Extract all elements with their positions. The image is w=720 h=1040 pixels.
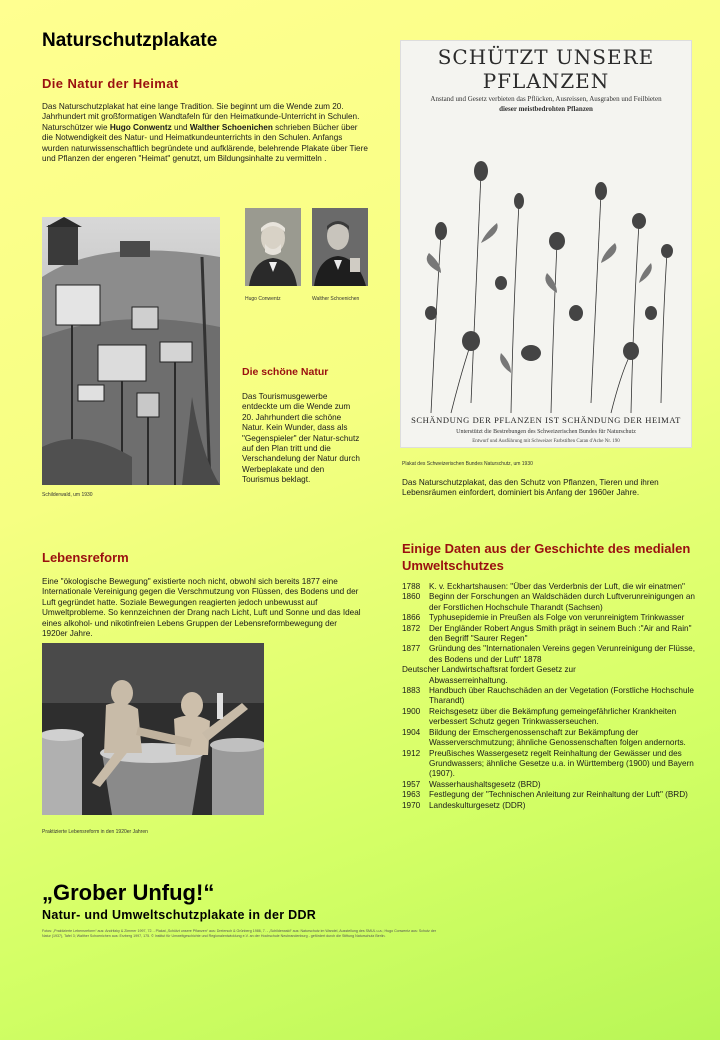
timeline-year: 1877 xyxy=(402,644,421,654)
lebens-heading: Lebensreform xyxy=(42,550,129,565)
timeline-text: Gründung des "Internationalen Vereins gegen Verunreinigung der Flüsse, des Bodens und der Luft" 1878 xyxy=(429,644,695,664)
timeline-item xyxy=(402,728,702,749)
timeline-text: Wasserhaushaltsgesetz (BRD) xyxy=(429,779,541,789)
bath-photo xyxy=(42,643,264,815)
timeline-text: Landeskulturgesetz (DDR) xyxy=(429,800,526,810)
timeline-year: 1883 xyxy=(402,686,421,696)
heimat-paragraph-1: Das Naturschutzplakat hat eine lange Tradition. Sie beginnt um die Wende zum 20. Jahrhundert mit großformatigen Wandtafeln für den Heimatkunde-Unterricht in Schulen. xyxy=(42,102,360,122)
timeline-year: 1872 xyxy=(402,623,421,633)
name-schoenichen: Walther Schoenichen xyxy=(189,122,273,132)
poster-subline-1: Anstand und Gesetz verbieten das Pflücken, Ausreissen, Ausgraben und Feilbieten xyxy=(430,95,662,103)
timeline-item xyxy=(402,790,702,800)
plant-poster xyxy=(400,40,692,448)
poster-headline: SCHÜTZT UNSERE PFLANZEN xyxy=(437,45,655,93)
bath-caption: Praktizierte Lebensreform in den 1920er Jahren xyxy=(42,829,148,835)
timeline-text: Beginn der Forschungen an Waldschäden durch Luftverunreinigungen an der Forstlichen Hochschule Tharandt (Sachsen) xyxy=(429,592,695,612)
timeline-item xyxy=(402,582,702,592)
timeline-text: Festlegung der "Technischen Anleitung zur Reinhaltung der Luft" (BRD) xyxy=(429,790,688,800)
signs-caption: Schilderwald, um 1930 xyxy=(42,492,93,498)
poster-flower-illustration xyxy=(401,113,691,433)
timeline-text: Der Engländer Robert Angus Smith prägt in seinem Buch :"Air and Rain" den Begriff "Saurer Regen" xyxy=(429,623,692,644)
timeline-item xyxy=(402,613,702,623)
schoen-heading: Die schöne Natur xyxy=(242,366,329,378)
lebens-paragraph: Eine "ökologische Bewegung" existierte noch nicht, obwohl sich bereits 1877 eine Internationale Vereinigung gegen die Verschmutzung von Flüssen, des Bodens und der Luft gegründet hatte. Soziale Bewegungen reagierten jedoch unbewusst auf Umweltprobleme. So kennzeichnen der Drang nach Licht, Luft und Sonne und das Ideal eines alkohol- und nikotinfreien Lebens Gruppen der Lebensreformbewegung der 1920er Jahre. xyxy=(42,577,361,639)
exhibition-subtitle: Natur- und Umweltschutzplakate in der DDR xyxy=(42,908,317,922)
timeline-item xyxy=(402,780,702,790)
portrait-schoenichen xyxy=(312,208,368,286)
name-conwentz: Hugo Conwentz xyxy=(109,122,172,132)
timeline-text: Deutscher Landwirtschaftsrat fordert Gesetz zur xyxy=(402,665,576,675)
heimat-heading: Die Natur der Heimat xyxy=(42,76,179,91)
schoen-paragraph: Das Tourismusgewerbe entdeckte um die Wende zum 20. Jahrhundert die schöne Natur. Kein Wunder, dass als "Gegenspieler" der Natur-schutz auf den Plan tritt und die Verschandelung der Natur durch Werbeplakate und den Tourismus beklagt. xyxy=(242,392,360,485)
conwentz-caption: Hugo Conwentz xyxy=(245,296,281,302)
timeline-item xyxy=(402,707,702,728)
signs-photo xyxy=(42,217,220,485)
poster-footline-1: SCHÄNDUNG DER PFLANZEN IST SCHÄNDUNG DER HEIMAT xyxy=(411,415,681,425)
timeline-text: K. v. Eckhartshausen: "Über das Verderbnis der Luft, die wir einatmen" xyxy=(429,582,685,591)
heimat-paragraph xyxy=(42,102,370,164)
timeline-item xyxy=(402,749,702,780)
timeline-item xyxy=(402,801,702,811)
timeline-year: 1970 xyxy=(402,800,421,810)
timeline-year: 1860 xyxy=(402,592,421,602)
timeline-text: Handbuch über Rauchschäden an der Vegetation (Forstliche Hochschule Tharandt) xyxy=(429,686,694,706)
page-title: Naturschutzplakate xyxy=(42,30,218,51)
timeline-year: 1904 xyxy=(402,727,421,737)
timeline-text-continued: Abwasserreinhaltung. xyxy=(429,675,508,685)
timeline-item xyxy=(402,592,702,613)
heimat-p2-post: schrieben Bücher über die Notwendigkeit des Natur- und Heimatkundeunterrichts in den Schulen. Anfangs wurden naturwissenschaftlich begründete und aufklärende, belehrende Plakate über Tiere und Pflanzen der engeren "Heimat" genutzt, um Bildungsinhalte zu vermitteln . xyxy=(42,122,368,164)
schoenichen-caption: Walther Schoenichen xyxy=(312,296,360,302)
timeline-item xyxy=(402,686,702,707)
timeline-year: 1900 xyxy=(402,706,421,716)
heimat-paragraph-2 xyxy=(42,123,370,165)
timeline-item xyxy=(402,665,702,686)
poster-caption: Plakat des Schweizerischen Bundes Naturschutz, um 1930 xyxy=(402,461,533,467)
poster-paragraph: Das Naturschutzplakat, das den Schutz von Pflanzen, Tieren und ihren Lebensräumen einfordert, dominiert bis Anfang der 1960er Jahre. xyxy=(402,478,659,498)
timeline-year: 1963 xyxy=(402,790,421,800)
timeline-year: 1957 xyxy=(402,779,421,789)
exhibition-title: „Grober Unfug!“ xyxy=(42,880,215,905)
timeline-year: 1912 xyxy=(402,748,421,758)
timeline-text: Reichsgesetz über die Bekämpfung gemeingefährlicher Krankheiten verbessert Schutz gegen Trinkwasserseuchen. xyxy=(429,706,677,727)
timeline-item xyxy=(402,644,702,665)
poster-subline-2: dieser meistbedrohten Pflanzen xyxy=(499,105,593,113)
timeline-item xyxy=(402,624,702,645)
heimat-p2-mid: und xyxy=(171,122,190,132)
timeline-list xyxy=(402,582,702,811)
timeline-year: 1866 xyxy=(402,613,421,623)
timeline-year: 1788 xyxy=(402,582,421,591)
daten-heading: Einige Daten aus der Geschichte des medialen Umweltschutzes xyxy=(402,541,691,573)
timeline-text: Preußisches Wassergesetz regelt Reinhaltung der Gewässer und des Grundwassers; ähnliche Gesetze u.a. in Württemberg (1900) und Bayern (1907). xyxy=(429,748,694,779)
heimat-p2-pre: Naturschützer wie xyxy=(42,122,110,132)
timeline-text: Typhusepidemie in Preußen als Folge von verunreinigtem Trinkwasser xyxy=(429,613,685,623)
poster-footline-2: Unterstützt die Bestrebungen des Schweizerischen Bundes für Naturschutz xyxy=(456,429,636,435)
portrait-conwentz xyxy=(245,208,301,286)
timeline-text: Bildung der Emschergenossenschaft zur Bekämpfung der Wasserverschmutzung; ähnliche Genossenschaften folgen andernorts. xyxy=(429,727,686,748)
poster-footline-3: Entwurf und Ausführung mit Schweizer Farbstiften Caran d'Ache Nr. 190 xyxy=(472,439,620,444)
photo-credits: Fotos: „Praktizierte Lebensreform“ aus: Andritzky & Zimmer 1997, 72. - Plakat „Schützt unsere Pflanzen“ aus: Dreiersch & Grünberg 1986, 7. - „Schilderwald“ aus: Naturschutz im Wandel, Ausstellung des SMUL u.a.; Hugo Conwentz aus: Schutz der Natur (1937), Tafel 3; Walther Schoenichen aus: Erzberg 1997, 175. © Institut für Umweltgeschichte und Regionalentwicklung e.V. an der Hochschule Neubrandenburg - gefördert durch die Stiftung Naturschutz Berlin. xyxy=(42,929,437,938)
